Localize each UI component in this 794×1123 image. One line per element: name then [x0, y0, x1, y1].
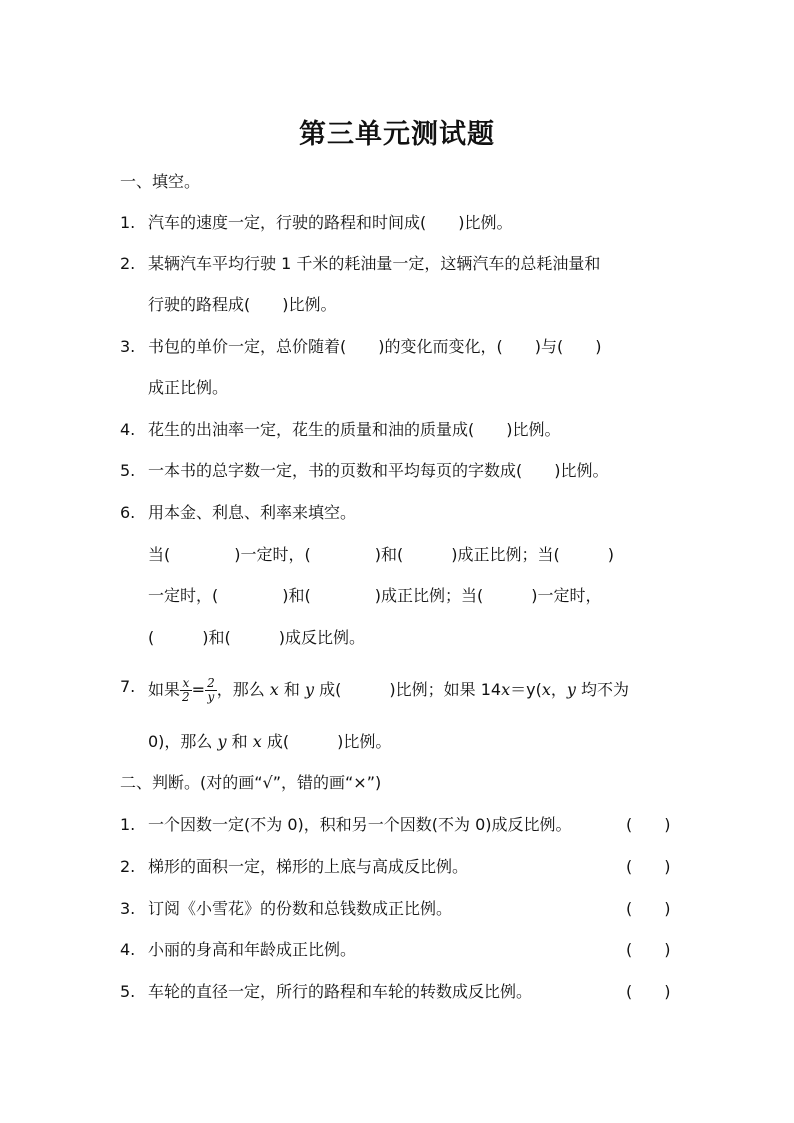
answer-bracket: ( ) [626, 857, 671, 876]
question-number: 3. [120, 337, 136, 356]
denominator: 2 [182, 690, 190, 704]
variable-y: y [566, 680, 576, 699]
denominator: y [207, 690, 215, 704]
question-text [148, 732, 391, 752]
question-text [148, 677, 629, 704]
text-fragment: 成( )比例。 [261, 732, 392, 751]
question-number: 4. [120, 940, 136, 959]
question-text: 一本书的总字数一定，书的页数和平均每页的字数成( )比例。 [148, 461, 609, 480]
answer-bracket: ( ) [626, 899, 671, 918]
answer-bracket: ( ) [626, 815, 671, 834]
text-fragment: 和 [226, 732, 253, 751]
question-number: 1. [120, 213, 136, 232]
text-fragment: ＝y( [510, 680, 542, 699]
question-text: 小丽的身高和年龄成正比例。 [148, 940, 357, 959]
question-text: 当( )一定时，( )和( )成正比例；当( ) [148, 545, 614, 564]
fraction-2-over-y [205, 677, 217, 704]
variable-x: x [541, 680, 551, 699]
fraction-x-over-2 [180, 677, 192, 704]
question-number: 2. [120, 254, 136, 273]
question-text: 花生的出油率一定，花生的质量和油的质量成( )比例。 [148, 420, 561, 439]
text-fragment: 和 [278, 680, 306, 699]
question-number: 1. [120, 815, 136, 834]
answer-bracket: ( ) [626, 940, 671, 959]
text-fragment: 如果 [148, 680, 181, 699]
text-fragment: 成( )比例；如果 14 [314, 680, 502, 699]
numerator: 2 [207, 676, 215, 690]
question-text: 某辆汽车平均行驶 1 千米的耗油量一定，这辆汽车的总耗油量和 [148, 254, 601, 273]
question-text: 一定时，( )和( )成正比例；当( )一定时， [148, 586, 602, 605]
question-text: 成正比例。 [148, 378, 229, 397]
section-heading-true-false: 二、判断。(对的画“√”，错的画“×”) [120, 773, 382, 792]
question-number: 2. [120, 857, 136, 876]
question-text: 梯形的面积一定，梯形的上底与高成反比例。 [148, 857, 469, 876]
question-text: ( )和( )成反比例。 [148, 628, 365, 647]
question-text: 用本金、利息、利率来填空。 [148, 503, 357, 522]
question-number: 7. [120, 677, 136, 696]
question-text: 汽车的速度一定，行驶的路程和时间成( )比例。 [148, 213, 513, 232]
question-text: 书包的单价一定，总价随着( )的变化而变化，( )与( ) [148, 337, 602, 356]
question-number: 6. [120, 503, 136, 522]
question-number: 3. [120, 899, 136, 918]
variable-x: x [501, 680, 511, 699]
numerator: x [180, 677, 192, 691]
equals-sign: = [191, 680, 206, 699]
variable-y: y [305, 680, 315, 699]
section-heading-fill-in: 一、填空。 [120, 172, 201, 191]
text-fragment: ，那么 [216, 680, 270, 699]
question-text: 订阅《小雪花》的份数和总钱数成正比例。 [148, 899, 453, 918]
text-fragment: 0)，那么 [148, 732, 218, 751]
text-fragment: ， [550, 680, 567, 699]
page-title: 第三单元测试题 [299, 119, 495, 150]
text-fragment: 均不为 [575, 680, 630, 699]
variable-x: x [269, 680, 279, 699]
question-number: 5. [120, 982, 136, 1001]
variable-x: x [252, 732, 262, 751]
question-number: 4. [120, 420, 136, 439]
question-text: 行驶的路程成( )比例。 [148, 295, 337, 314]
answer-bracket: ( ) [626, 982, 671, 1001]
question-text: 车轮的直径一定，所行的路程和车轮的转数成反比例。 [148, 982, 533, 1001]
question-text: 一个因数一定(不为 0)，积和另一个因数(不为 0)成反比例。 [148, 815, 572, 834]
variable-y: y [217, 732, 227, 751]
question-number: 5. [120, 461, 136, 480]
